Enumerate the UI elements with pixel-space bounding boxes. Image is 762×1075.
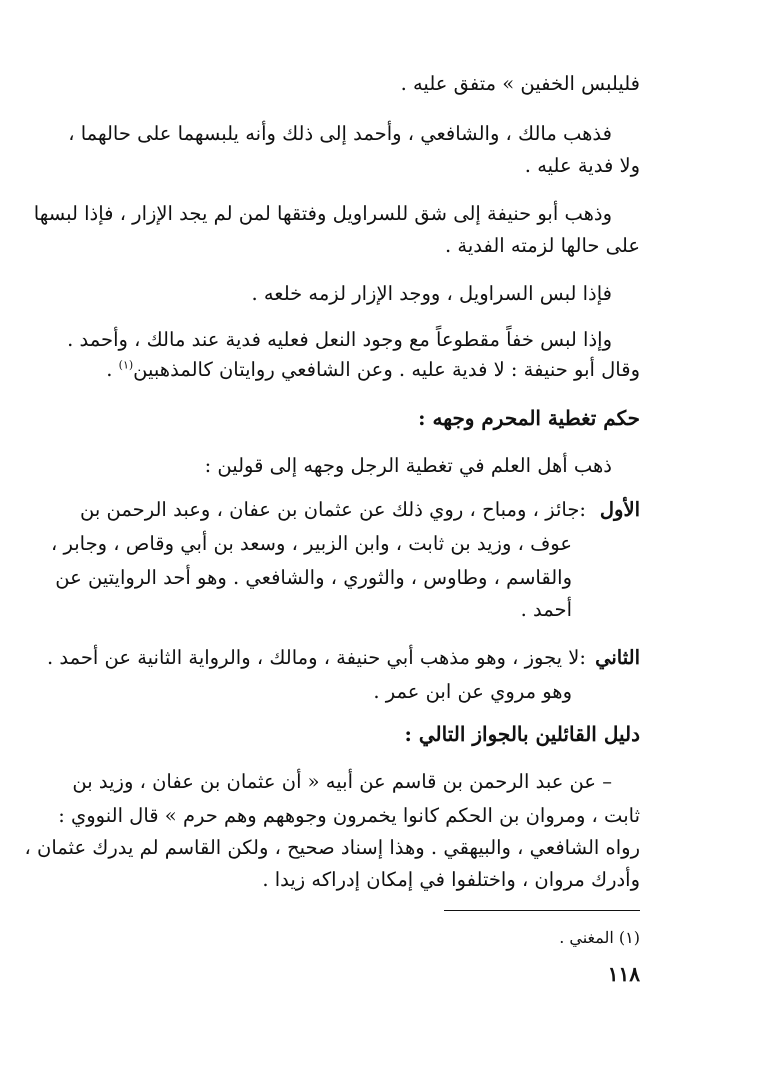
text-line: ثابت ، ومروان بن الحكم كانوا يخمرون وجوههم وهم حرم » قال النووي : [58, 804, 640, 827]
text-line: عوف ، وزيد بن ثابت ، وابن الزبير ، وسعد بن أبي وقاص ، وجابر ، [51, 532, 572, 555]
section-heading: حكم تغطية المحرم وجهه : [418, 406, 640, 430]
text-line: :جائز ، ومباح ، روي ذلك عن عثمان بن عفان ، وعبد الرحمن بن [80, 498, 586, 521]
footnote-divider [444, 910, 640, 911]
section-heading: دليل القائلين بالجواز التالي : [404, 722, 640, 746]
text-line: رواه الشافعي ، والبيهقي . وهذا إسناد صحيح ، ولكن القاسم لم يدرك عثمان ، [24, 836, 640, 859]
text-line: – عن عبد الرحمن بن قاسم عن أبيه « أن عثمان بن عفان ، وزيد بن [72, 770, 612, 793]
text-line: على حالها لزمته الفدية . [444, 234, 640, 257]
text-line: :لا يجوز ، وهو مذهب أبي حنيفة ، ومالك ، والرواية الثانية عن أحمد . [46, 646, 586, 669]
footnote: (١) المغني . [559, 928, 640, 947]
text-line: أحمد . [520, 598, 572, 621]
text-line: ولا فدية عليه . [524, 154, 640, 177]
text-line: وذهب أبو حنيفة إلى شق للسراويل وفتقها لمن لم يجد الإزار ، فإذا لبسها [33, 202, 612, 225]
text-line: فإذا لبس السراويل ، ووجد الإزار لزمه خلعه . [251, 282, 612, 305]
text-line: فذهب مالك ، والشافعي ، وأحمد إلى ذلك وأنه يلبسهما على حالهما ، [68, 122, 612, 145]
text-line: فليلبس الخفين » متفق عليه . [400, 72, 640, 95]
list-label-first: الأول [599, 498, 640, 521]
text-line: وأدرك مروان ، واختلفوا في إمكان إدراكه زيدا . [262, 868, 640, 891]
text-line: وإذا لبس خفاً مقطوعاً مع وجود النعل فعليه فدية عند مالك ، وأحمد . [67, 328, 612, 351]
text-line: وهو مروي عن ابن عمر . [373, 680, 572, 703]
list-label-second: الثاني [595, 646, 640, 669]
text-line-body: وقال أبو حنيفة : لا فدية عليه . وعن الشافعي روايتان كالمذهبين [133, 358, 640, 381]
text-line [80, 356, 640, 384]
text-line: ذهب أهل العلم في تغطية الرجل وجهه إلى قولين : [204, 454, 612, 477]
text-line: والقاسم ، وطاوس ، والثوري ، والشافعي . وهو أحد الروايتين عن [55, 566, 572, 589]
page-number: ١١٨ [607, 962, 640, 986]
text-line-end: . [106, 358, 119, 381]
footnote-ref: (١) [118, 358, 134, 372]
